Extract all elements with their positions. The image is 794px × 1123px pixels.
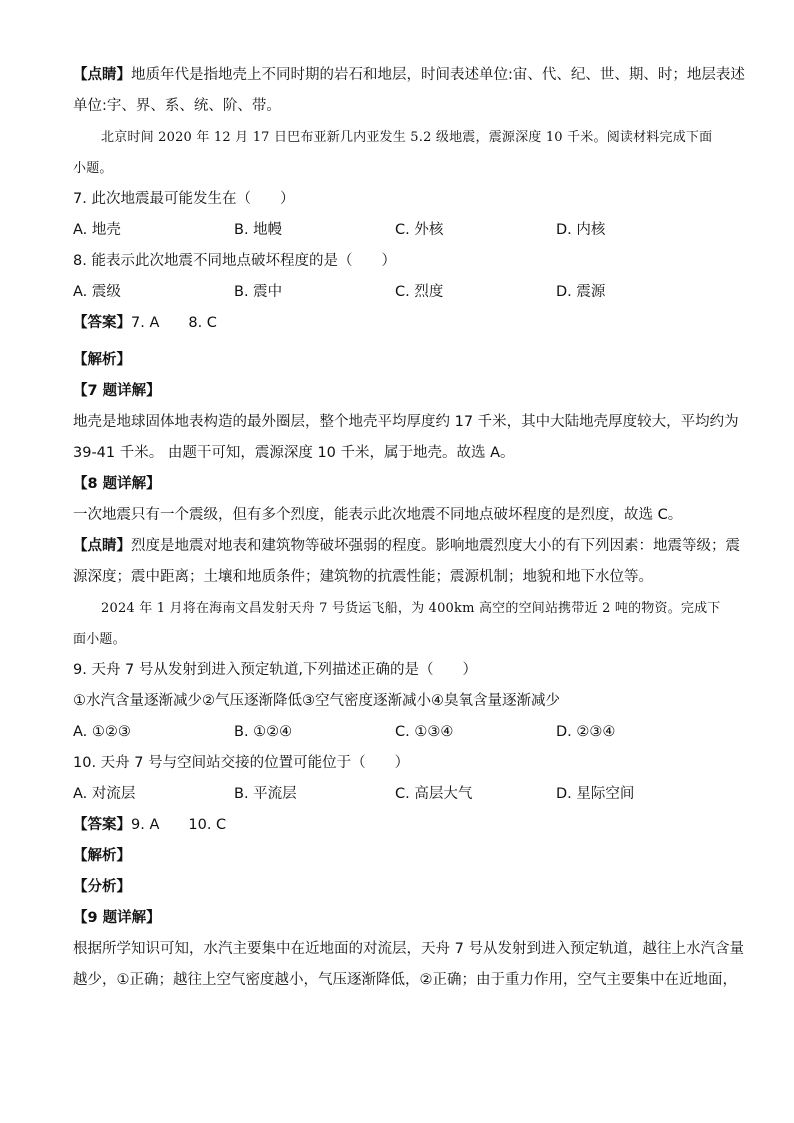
analysis-1-label: 【解析】 [73,352,131,368]
question-7-stem: 7. 此次地震最可能发生在（ ） [73,191,295,207]
question-7-option-c: C. 外核 [395,222,444,238]
dianjing-2-label: 【点睛】 [73,538,131,554]
material-2-line2: 面小题。 [73,632,126,647]
material-1-line1: 北京时间 2020 年 12 月 17 日巴布亚新几内亚发生 5.2 级地震，震源深度 10 千米。阅读材料完成下面 [101,130,713,145]
question-7-option-b: B. 地幔 [234,222,283,238]
dianjing-2-text: 烈度是地震对地表和建筑物等破坏强弱的程度。影响地震烈度大小的有下列因素：地震等级；震 [131,538,740,554]
question-7-options [73,215,723,246]
question-9-option-c: C. ①③④ [395,724,454,740]
question-9-option-b: B. ①②④ [234,724,293,740]
question-7-option-a: A. 地壳 [73,222,121,238]
question-10-option-a: A. 对流层 [73,786,136,802]
dianjing-1-line1 [73,60,745,91]
question-9-stem: 9. 天舟 7 号从发射到进入预定轨道,下列描述正确的是（ ） [73,662,477,678]
dianjing-2-line1 [73,531,740,562]
material-1-line2: 小题。 [73,161,113,176]
detail-8-label: 【8 题详解】 [73,476,161,492]
question-10-option-c: C. 高层大气 [395,786,473,802]
dianjing-1-line2: 单位:宇、界、系、统、阶、带。 [73,98,281,114]
question-8-option-d: D. 震源 [556,284,606,300]
question-9-options [73,717,723,748]
answer-label: 【答案】 [73,315,131,331]
detail-8-line1: 一次地震只有一个震级，但有多个烈度，能表示此次地震不同地点破坏程度的是烈度，故选 C。 [73,507,683,523]
question-8-stem: 8. 能表示此次地震不同地点破坏程度的是（ ） [73,253,396,269]
analysis-2-label: 【解析】 [73,848,131,864]
question-8-options [73,277,723,308]
question-7-option-d: D. 内核 [556,222,606,238]
material-2-line1: 2024 年 1 月将在海南文昌发射天舟 7 号货运飞船，为 400km 高空的空间站携带近 2 吨的物资。完成下 [101,601,721,616]
question-10-option-d: D. 星际空间 [556,786,635,802]
dianjing-2-line2: 源深度；震中距离；土壤和地质条件；建筑物的抗震性能；震源机制；地貌和地下水位等。 [73,569,653,585]
question-10-options [73,779,723,810]
dianjing-text: 地质年代是指地壳上不同时期的岩石和地层，时间表述单位:宙、代、纪、世、期、时；地层表述 [131,67,745,83]
answer-2-label: 【答案】 [73,817,131,833]
document-page [73,60,745,996]
answer-1 [73,308,723,339]
question-10-option-b: B. 平流层 [234,786,297,802]
question-8-option-a: A. 震级 [73,284,121,300]
detail-7-line2: 39-41 千米。 由题干可知，震源深度 10 千米，属于地壳。故选 A。 [73,445,515,461]
detail-9-label: 【9 题详解】 [73,910,161,926]
question-10-stem: 10. 天舟 7 号与空间站交接的位置可能位于（ ） [73,755,410,771]
detail-9-line2: 越少，①正确；越往上空气密度越小，气压逐渐降低，②正确；由于重力作用，空气主要集中在近地面， [73,972,737,988]
detail-9-line1: 根据所学知识可知，水汽主要集中在近地面的对流层，天舟 7 号从发射到进入预定轨道，越往上水汽含量 [73,941,744,957]
question-9-statements: ①水汽含量逐渐减少②气压逐渐降低③空气密度逐渐减小④臭氧含量逐渐减少 [73,693,560,709]
question-9-option-a: A. ①②③ [73,724,131,740]
answer-text: 7. A 8. C [131,315,217,331]
question-8-option-b: B. 震中 [234,284,283,300]
answer-2-text: 9. A 10. C [131,817,227,833]
detail-7-line1: 地壳是地球固体地表构造的最外圈层，整个地壳平均厚度约 17 千米，其中大陆地壳厚度较大，平均约为 [73,414,739,430]
detail-7-label: 【7 题详解】 [73,383,161,399]
fenxi-label: 【分析】 [73,879,131,895]
dianjing-label: 【点睛】 [73,67,131,83]
question-9-option-d: D. ②③④ [556,724,616,740]
question-8-option-c: C. 烈度 [395,284,444,300]
answer-2 [73,810,723,841]
